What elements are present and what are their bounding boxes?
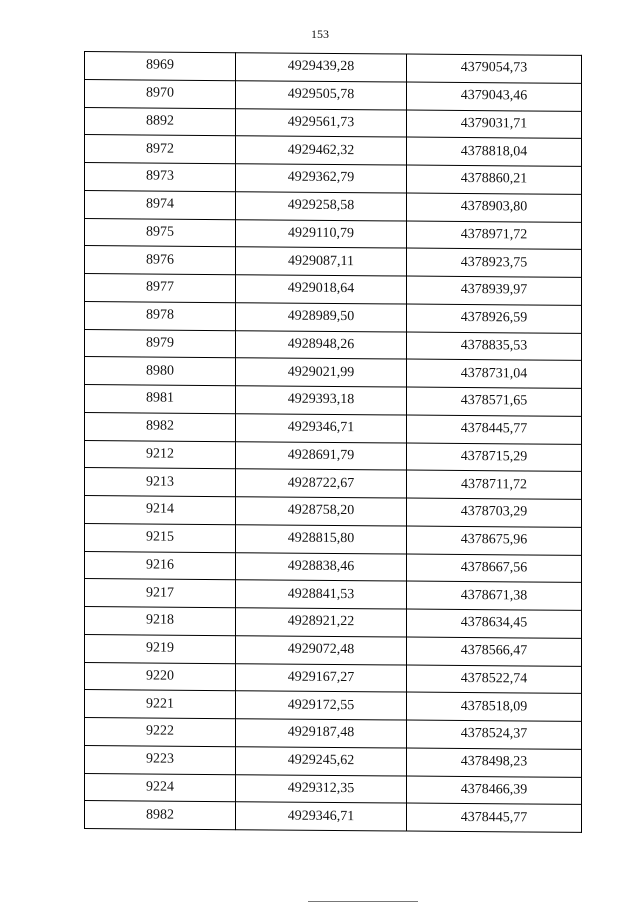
y-coordinate-cell: 4378903,80	[407, 193, 582, 222]
point-number-cell: 9212	[85, 440, 236, 469]
point-number-cell: 9223	[85, 745, 236, 774]
table-row	[85, 301, 582, 333]
point-number-cell: 9217	[85, 579, 236, 608]
table-row	[85, 135, 582, 167]
y-coordinate-cell: 4378818,04	[407, 137, 582, 166]
point-number-cell: 8977	[85, 274, 236, 303]
y-coordinate-cell: 4378923,75	[407, 248, 582, 277]
x-coordinate-cell: 4928989,50	[236, 302, 407, 331]
x-coordinate-cell: 4928841,53	[236, 580, 407, 609]
y-coordinate-cell: 4378971,72	[407, 221, 582, 250]
point-number-cell: 8981	[85, 385, 236, 414]
table-row	[85, 745, 582, 777]
y-coordinate-cell: 4378498,23	[407, 748, 582, 777]
table-row	[85, 607, 582, 639]
y-coordinate-cell: 4378939,97	[407, 276, 582, 305]
x-coordinate-cell: 4929072,48	[236, 635, 407, 664]
x-coordinate-cell: 4928948,26	[236, 330, 407, 359]
table-row	[85, 551, 582, 583]
x-coordinate-cell: 4929018,64	[236, 275, 407, 304]
table-row	[85, 357, 582, 389]
y-coordinate-cell: 4378518,09	[407, 692, 582, 721]
x-coordinate-cell: 4929021,99	[236, 358, 407, 387]
y-coordinate-cell: 4378634,45	[407, 609, 582, 638]
x-coordinate-cell: 4928921,22	[236, 608, 407, 637]
y-coordinate-cell: 4378675,96	[407, 526, 582, 555]
table-row	[85, 773, 582, 805]
x-coordinate-cell: 4928815,80	[236, 524, 407, 553]
point-number-cell: 8974	[85, 190, 236, 219]
y-coordinate-cell: 4378711,72	[407, 470, 582, 499]
x-coordinate-cell: 4928691,79	[236, 441, 407, 470]
table-row	[85, 163, 582, 195]
point-number-cell: 8969	[85, 52, 236, 81]
table-row	[85, 718, 582, 750]
y-coordinate-cell: 4378667,56	[407, 554, 582, 583]
y-coordinate-cell: 4378566,47	[407, 637, 582, 666]
table-row	[85, 440, 582, 472]
point-number-cell: 8980	[85, 357, 236, 386]
y-coordinate-cell: 4378703,29	[407, 498, 582, 527]
coordinate-table-body	[85, 52, 582, 833]
point-number-cell: 8982	[85, 412, 236, 441]
y-coordinate-cell: 4378926,59	[407, 304, 582, 333]
x-coordinate-cell: 4929393,18	[236, 386, 407, 415]
table-row	[85, 523, 582, 555]
table-row	[85, 579, 582, 611]
x-coordinate-cell: 4929346,71	[236, 413, 407, 442]
table-row	[85, 52, 582, 84]
point-number-cell: 9221	[85, 690, 236, 719]
x-coordinate-cell: 4928722,67	[236, 469, 407, 498]
point-number-cell: 8975	[85, 218, 236, 247]
y-coordinate-cell: 4378715,29	[407, 443, 582, 472]
x-coordinate-cell: 4929505,78	[236, 80, 407, 109]
x-coordinate-cell: 4929561,73	[236, 108, 407, 137]
table-row	[85, 79, 582, 111]
page-number: 153	[311, 27, 329, 41]
x-coordinate-cell: 4929187,48	[236, 719, 407, 748]
x-coordinate-cell: 4928838,46	[236, 552, 407, 581]
y-coordinate-cell: 4378571,65	[407, 387, 582, 416]
y-coordinate-cell: 4379054,73	[407, 54, 582, 83]
point-number-cell: 9220	[85, 662, 236, 691]
table-row	[85, 329, 582, 361]
point-number-cell: 8970	[85, 79, 236, 108]
x-coordinate-cell: 4929258,58	[236, 191, 407, 220]
x-coordinate-cell: 4929245,62	[236, 746, 407, 775]
y-coordinate-cell: 4378445,77	[407, 803, 582, 832]
table-row	[85, 634, 582, 666]
y-coordinate-cell: 4378466,39	[407, 776, 582, 805]
footer-rule	[308, 901, 418, 902]
table-row	[85, 274, 582, 306]
point-number-cell: 8973	[85, 163, 236, 192]
point-number-cell: 9214	[85, 496, 236, 525]
y-coordinate-cell: 4378445,77	[407, 415, 582, 444]
y-coordinate-cell: 4379043,46	[407, 82, 582, 111]
y-coordinate-cell: 4378860,21	[407, 165, 582, 194]
y-coordinate-cell: 4379031,71	[407, 110, 582, 139]
table-row	[85, 412, 582, 444]
x-coordinate-cell: 4929087,11	[236, 247, 407, 276]
point-number-cell: 9222	[85, 718, 236, 747]
table-row	[85, 246, 582, 278]
table-row	[85, 468, 582, 500]
point-number-cell: 8979	[85, 329, 236, 358]
y-coordinate-cell: 4378671,38	[407, 581, 582, 610]
point-number-cell: 9218	[85, 607, 236, 636]
point-number-cell: 8982	[85, 801, 236, 830]
x-coordinate-cell: 4929439,28	[236, 53, 407, 82]
x-coordinate-cell: 4929312,35	[236, 774, 407, 803]
x-coordinate-cell: 4929110,79	[236, 219, 407, 248]
table-row	[85, 496, 582, 528]
table-row	[85, 107, 582, 139]
y-coordinate-cell: 4378524,37	[407, 720, 582, 749]
x-coordinate-cell: 4928758,20	[236, 497, 407, 526]
table-row	[85, 190, 582, 222]
x-coordinate-cell: 4929172,55	[236, 691, 407, 720]
point-number-cell: 8976	[85, 246, 236, 275]
point-number-cell: 9224	[85, 773, 236, 802]
point-number-cell: 8972	[85, 135, 236, 164]
y-coordinate-cell: 4378522,74	[407, 665, 582, 694]
x-coordinate-cell: 4929362,79	[236, 164, 407, 193]
coordinate-table	[84, 51, 582, 833]
table-row	[85, 690, 582, 722]
point-number-cell: 9213	[85, 468, 236, 497]
point-number-cell: 8892	[85, 107, 236, 136]
x-coordinate-cell: 4929346,71	[236, 802, 407, 831]
y-coordinate-cell: 4378835,53	[407, 332, 582, 361]
point-number-cell: 9215	[85, 523, 236, 552]
point-number-cell: 9219	[85, 634, 236, 663]
point-number-cell: 8978	[85, 301, 236, 330]
y-coordinate-cell: 4378731,04	[407, 359, 582, 388]
x-coordinate-cell: 4929167,27	[236, 663, 407, 692]
table-row	[85, 218, 582, 250]
table-row	[85, 801, 582, 833]
point-number-cell: 9216	[85, 551, 236, 580]
table-row	[85, 662, 582, 694]
x-coordinate-cell: 4929462,32	[236, 136, 407, 165]
table-row	[85, 385, 582, 417]
